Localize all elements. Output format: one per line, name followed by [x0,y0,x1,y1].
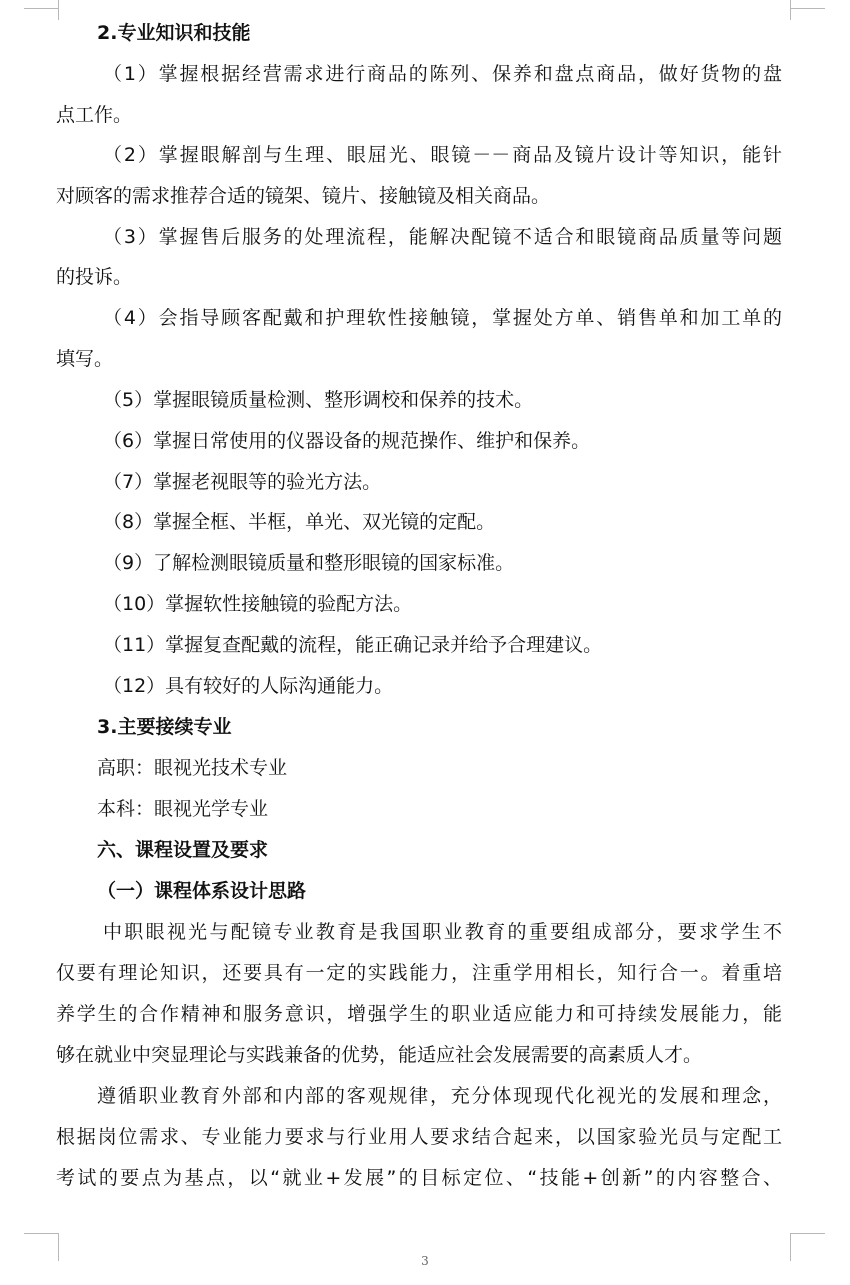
line-0: 2.专业知识和技能 [97,22,251,44]
line-13: （9）了解检测眼镜质量和整形眼镜的国家标准。 [103,552,515,574]
line-5: （3）掌握售后服务的处理流程，能解决配镜不适合和眼镜商品质量等问题 [103,226,782,248]
line-8: 填写。 [56,348,114,370]
line-15: （11）掌握复查配戴的流程，能正确记录并给予合理建议。 [103,634,603,656]
line-27: 根据岗位需求、专业能力要求与行业用人要求结合起来，以国家验光员与定配工 [56,1126,782,1148]
line-18: 高职：眼视光技术专业 [97,757,288,779]
line-10: （6）掌握日常使用的仪器设备的规范操作、维护和保养。 [103,430,591,452]
line-28: 考试的要点为基点，以“就业+发展”的目标定位、“技能+创新”的内容整合、 [56,1167,782,1189]
crop-mark-bottom-left-h [24,1233,58,1234]
line-1: （1）掌握根据经营需求进行商品的陈列、保养和盘点商品，做好货物的盘 [103,63,782,85]
line-23: 仅要有理论知识，还要具有一定的实践能力，注重学用相长，知行合一。着重培 [56,962,782,984]
line-17: 3.主要接续专业 [97,716,232,738]
line-22: 中职眼视光与配镜专业教育是我国职业教育的重要组成部分，要求学生不 [103,921,782,943]
line-11: （7）掌握老视眼等的验光方法。 [103,471,382,493]
crop-mark-top-left-v [58,0,59,20]
crop-mark-top-right-h [791,8,825,9]
crop-mark-top-left-h [24,8,58,9]
line-16: （12）具有较好的人际沟通能力。 [103,675,394,697]
line-12: （8）掌握全框、半框，单光、双光镜的定配。 [103,511,496,533]
line-21: （一）课程体系设计思路 [97,880,307,902]
line-4: 对顾客的需求推荐合适的镜架、镜片、接触镜及相关商品。 [56,185,551,207]
line-24: 养学生的合作精神和服务意识，增强学生的职业适应能力和可持续发展能力，能 [56,1003,782,1025]
line-2: 点工作。 [56,104,133,126]
line-6: 的投诉。 [56,266,133,288]
crop-mark-bottom-right-h [791,1233,825,1234]
crop-mark-top-right-v [790,0,791,20]
line-3: （2）掌握眼解剖与生理、眼屈光、眼镜－－商品及镜片设计等知识，能针 [103,144,782,166]
line-9: （5）掌握眼镜质量检测、整形调校和保养的技术。 [103,389,534,411]
line-26: 遵循职业教育外部和内部的客观规律，充分体现现代化视光的发展和理念， [97,1085,782,1107]
page-number: 3 [421,1254,429,1268]
line-25: 够在就业中突显理论与实践兼备的优势，能适应社会发展需要的高素质人才。 [56,1044,703,1066]
line-20: 六、课程设置及要求 [97,839,269,861]
line-14: （10）掌握软性接触镜的验配方法。 [103,593,413,615]
line-19: 本科：眼视光学专业 [97,798,269,820]
line-7: （4）会指导顾客配戴和护理软性接触镜，掌握处方单、销售单和加工单的 [103,307,782,329]
